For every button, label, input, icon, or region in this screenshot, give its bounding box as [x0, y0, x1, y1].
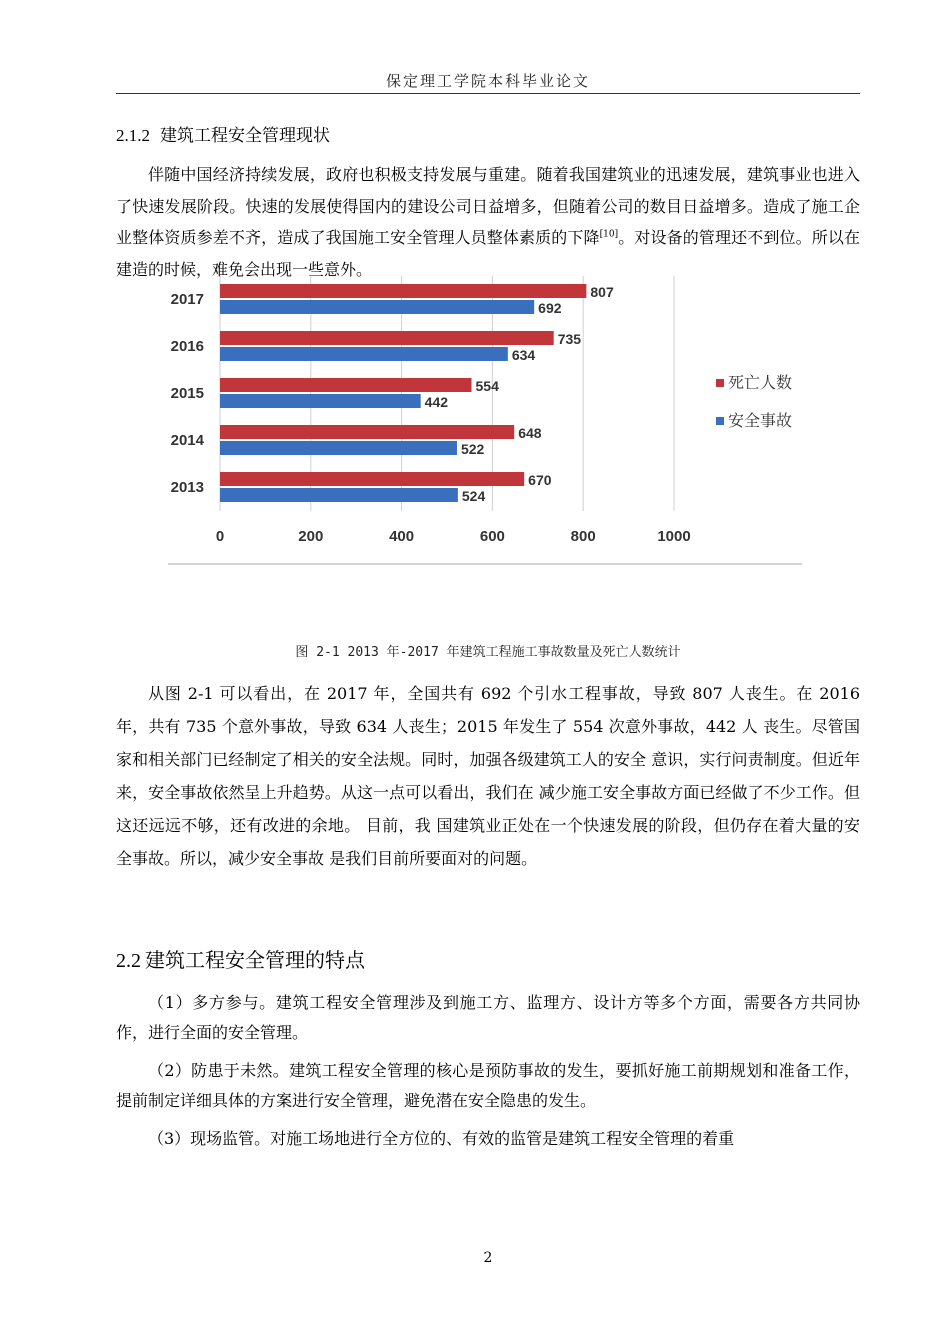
page-number: 2	[483, 1250, 493, 1266]
data-label: 692	[538, 300, 562, 316]
bar	[220, 441, 457, 455]
data-label: 634	[511, 347, 536, 363]
bar	[220, 331, 554, 345]
paragraph-text-end: 。对设备的管理还不到位。所以在建造的时候，难免会出现一些意外。	[116, 228, 860, 279]
header-rule	[116, 93, 860, 94]
data-label: 442	[424, 394, 449, 410]
data-label: 807	[590, 284, 614, 300]
category-label: 2014	[170, 432, 204, 449]
tick-label: 1000	[657, 528, 691, 545]
bar	[220, 394, 421, 408]
chart-tick-labels	[216, 528, 691, 545]
legend-swatch	[716, 417, 724, 425]
bar	[220, 300, 534, 314]
list-item: （2）防患于未然。建筑工程安全管理的核心是预防事故的发生，要抓好施工前期规划和准备工作，提前制定详细具体的方案进行安全管理，避免潜在安全隐患的发生。	[116, 1061, 860, 1110]
legend-label: 死亡人数	[728, 375, 793, 392]
section-title: 建筑工程安全管理现状	[160, 126, 330, 146]
citation-reference[interactable]: [10]	[599, 229, 619, 240]
paragraph-status	[116, 159, 860, 285]
chart-category-labels	[171, 291, 205, 496]
tick-label: 600	[479, 528, 505, 545]
tick-label: 800	[570, 528, 596, 545]
bar	[220, 284, 586, 298]
data-label: 670	[528, 472, 552, 488]
paragraph-text: 伴随中国经济持续发展，政府也积极支持发展与重建。随着我国建筑业的迅速发展，建筑事业也进入了快速发展阶段。快速的发展使得国内的建设公司日益增多，但随着公司的数目日益增多。造成了施工企业整体资质参差不齐，造成了我国施工安全管理人员整体素质的下降	[116, 165, 860, 247]
tick-label: 200	[298, 528, 324, 545]
bar	[220, 488, 458, 502]
bar	[220, 472, 524, 486]
section-number: 2.1.2	[116, 126, 150, 145]
bar-chart	[168, 272, 802, 566]
section-number: 2.2	[116, 950, 141, 972]
tick-label: 400	[389, 528, 415, 545]
data-label: 648	[518, 425, 542, 441]
category-label: 2013	[170, 479, 204, 496]
category-label: 2016	[170, 338, 204, 355]
running-header: 保定理工学院本科毕业论文	[385, 72, 590, 90]
figure-caption: 图 2-1 2013 年-2017 年建筑工程施工事故数量及死亡人数统计	[295, 645, 681, 660]
chart-legend	[716, 374, 792, 430]
list-item: （1）多方参与。建筑工程安全管理涉及到施工方、监理方、设计方等多个方面，需要各方共同协作，进行全面的安全管理。	[116, 993, 860, 1042]
legend-label: 安全事故	[728, 413, 793, 430]
list-item: （3）现场监管。对施工场地进行全方位的、有效的监管是建筑工程安全管理的着重	[148, 1129, 735, 1148]
bar	[220, 378, 472, 392]
section-heading-2-1-2	[116, 121, 330, 146]
data-label: 524	[461, 488, 486, 504]
category-label: 2015	[170, 385, 204, 402]
bar	[220, 347, 508, 361]
data-label: 554	[475, 378, 499, 394]
section-title: 建筑工程安全管理的特点	[145, 948, 365, 972]
tick-label: 0	[215, 528, 225, 545]
section-heading-2-2	[116, 944, 365, 973]
category-label: 2017	[170, 291, 204, 308]
data-label: 735	[557, 331, 582, 347]
legend-swatch	[716, 379, 724, 387]
data-label: 522	[460, 441, 485, 457]
paragraph-analysis: 从图 2-1 可以看出，在 2017 年，全国共有 692 个引水工程事故，导致 807 人丧生。在 2016 年，共有 735 个意外事故，导致 634 人丧生；2015 年发生了 554 次意外事故，442 人 丧生。尽管国家和相关部门已经制定了相关的安全法规。同时，加强各级建筑工人的安全 意识，实行问责制度。但近年来，安全事故依然呈上升趋势。从这一点可以看出，我们在 减少施工安全事故方面已经做了不少工作。但这还远远不够，还有改进的余地。 目前，我 国建筑业正处在一个快速发展的阶段，但仍存在着大量的安全事故。所以，减少安全事故 是我们目前所要面对的问题。	[116, 684, 860, 868]
figure-chart	[168, 272, 802, 566]
chart-bars	[220, 284, 614, 504]
bar	[220, 425, 514, 439]
